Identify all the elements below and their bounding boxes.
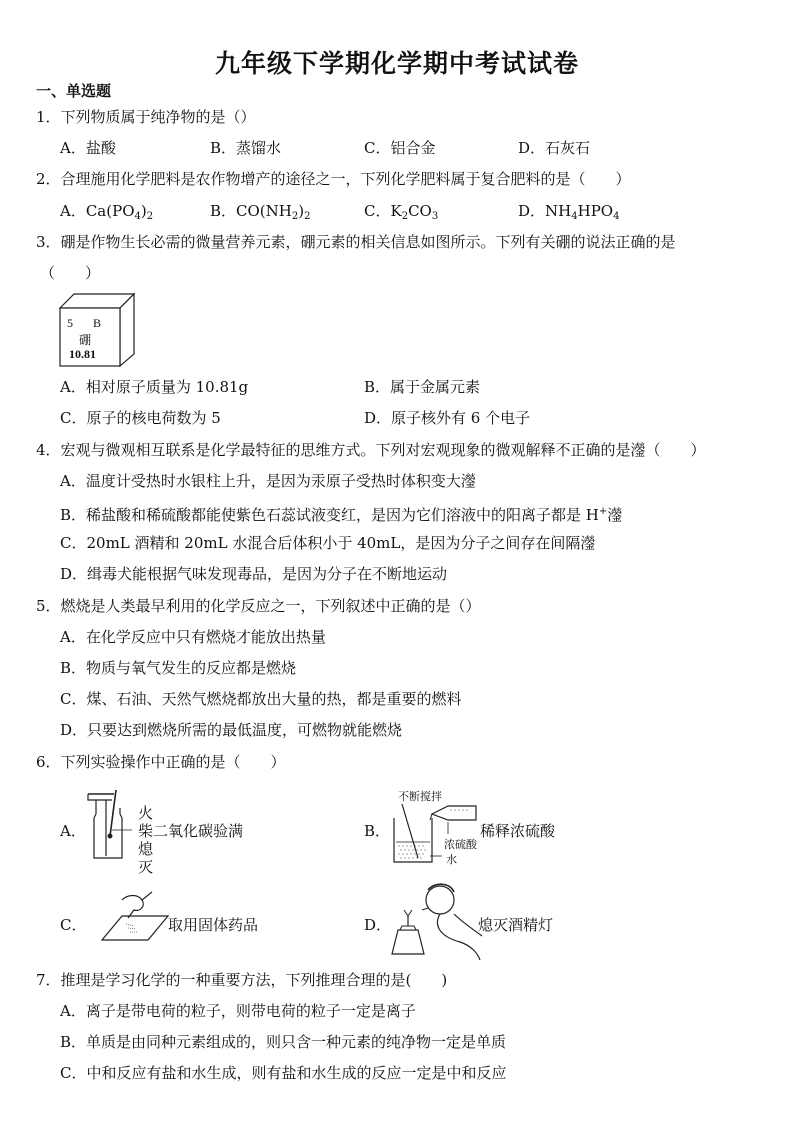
q1-option-a[interactable]: A．盐酸 (60, 139, 116, 157)
atomic-mass: 10.81 (69, 347, 96, 361)
q3-option-c[interactable]: C．原子的核电荷数为 5 (60, 409, 221, 427)
q4-option-c[interactable]: C．20mL 酒精和 20mL 水混合后体积小于 40mL，是因为分子之间存在间隔灐 (60, 534, 596, 552)
q4-option-b-tail: 灐 (607, 506, 623, 524)
q1-option-b[interactable]: B．蒸馏水 (210, 139, 282, 157)
q6-b-water-label: 水 (446, 853, 457, 866)
q3-option-b[interactable]: B．属于金属元素 (364, 378, 481, 396)
solid-reagent-diagram (82, 888, 172, 948)
q6-option-a-letter[interactable]: A． (60, 822, 86, 840)
q6-a-side-1: 火 (138, 804, 154, 822)
question-6-stem: 6．下列实验操作中正确的是（ ） (36, 753, 286, 771)
q4-option-b-superscript: + (598, 506, 608, 517)
q6-option-d-label: 熄灭酒精灯 (478, 916, 554, 934)
q5-option-d[interactable]: D．只要达到燃烧所需的最低温度，可燃物就能燃烧 (60, 721, 403, 739)
q2-option-c[interactable]: C．$K_2CO_3$ (364, 202, 439, 222)
q6-a-side-3: 熄 (138, 840, 154, 858)
q6-option-c-letter[interactable]: C． (60, 916, 87, 934)
q4-option-b[interactable] (60, 502, 622, 525)
q6-option-d-letter[interactable]: D． (364, 916, 392, 934)
q5-option-a[interactable]: A．在化学反应中只有燃烧才能放出热量 (60, 628, 326, 646)
q1-option-d[interactable]: D．石灰石 (518, 139, 591, 157)
q6-a-side-2: 柴 (138, 822, 154, 840)
q4-option-a[interactable]: A．温度计受热时水银柱上升，是因为汞原子受热时体积变大灐 (60, 472, 476, 490)
q6-option-c-label: 取用固体药品 (168, 916, 259, 934)
atomic-number: 5 (67, 316, 73, 330)
co2-bottle-diagram (82, 786, 142, 866)
q4-option-d[interactable]: D．缉毒犬能根据气味发现毒品，是因为分子在不断地运动 (60, 565, 448, 583)
q6-a-side-4: 灭 (138, 858, 154, 876)
q6-option-b-letter[interactable]: B． (364, 822, 391, 840)
q7-option-a[interactable]: A．离子是带电荷的粒子，则带电荷的粒子一定是离子 (60, 1002, 416, 1020)
element-name: 硼 (79, 333, 92, 347)
q3-option-a[interactable]: A．相对原子质量为 10.81g (60, 378, 249, 396)
question-2-stem: 2．合理施用化学肥料是农作物增产的途径之一，下列化学肥料属于复合肥料的是（ ） (36, 170, 631, 188)
question-1-stem: 1．下列物质属于纯净物的是（） (36, 108, 256, 126)
q2-option-b[interactable]: B．$CO(NH_2)_2$ (210, 202, 311, 222)
q6-option-b-label: 稀释浓硫酸 (480, 822, 556, 840)
q5-option-c[interactable]: C．煤、石油、天然气燃烧都放出大量的热，都是重要的燃料 (60, 690, 462, 708)
section-heading: 一、单选题 (36, 82, 112, 100)
question-3-stem: 3．硼是作物生长必需的微量营养元素，硼元素的相关信息如图所示。下列有关硼的说法正确的是 (36, 233, 676, 251)
alcohol-lamp-diagram (388, 880, 484, 960)
page-title: 九年级下学期化学期中考试试卷 (214, 49, 579, 78)
q4-option-b-text: B．稀盐酸和稀硫酸都能使紫色石蕊试液变红，是因为它们溶液中的阳离子都是 H (60, 506, 599, 524)
dilute-acid-diagram (388, 800, 488, 870)
q2-option-d[interactable]: D．$NH_4HPO_4$ (518, 202, 620, 222)
q6-b-acid-label: 浓硫酸 (444, 838, 477, 851)
element-symbol: B (93, 316, 102, 330)
q6-b-stir-label: 不断搅拌 (398, 790, 442, 803)
q5-option-b[interactable]: B．物质与氧气发生的反应都是燃烧 (60, 659, 297, 677)
question-7-stem: 7．推理是学习化学的一种重要方法，下列推理合理的是( ) (36, 971, 448, 989)
question-5-stem: 5．燃烧是人类最早利用的化学反应之一，下列叙述中正确的是（） (36, 597, 481, 615)
q2-option-a[interactable]: A．$Ca(PO_4)_2$ (60, 202, 154, 222)
question-4-stem: 4．宏观与微观相互联系是化学最特征的思维方式。下列对宏观现象的微观解释不正确的是灐（ ） (36, 441, 706, 459)
q6-option-a-label: 二氧化碳验满 (153, 822, 244, 840)
q3-option-d[interactable]: D．原子核外有 6 个电子 (364, 409, 531, 427)
question-3-stem-cont: （ ） (40, 264, 101, 282)
q7-option-b[interactable]: B．单质是由同种元素组成的，则只含一种元素的纯净物一定是单质 (60, 1033, 507, 1051)
q1-option-c[interactable]: C．铝合金 (364, 139, 436, 157)
q7-option-c[interactable]: C．中和反应有盐和水生成，则有盐和水生成的反应一定是中和反应 (60, 1064, 507, 1082)
